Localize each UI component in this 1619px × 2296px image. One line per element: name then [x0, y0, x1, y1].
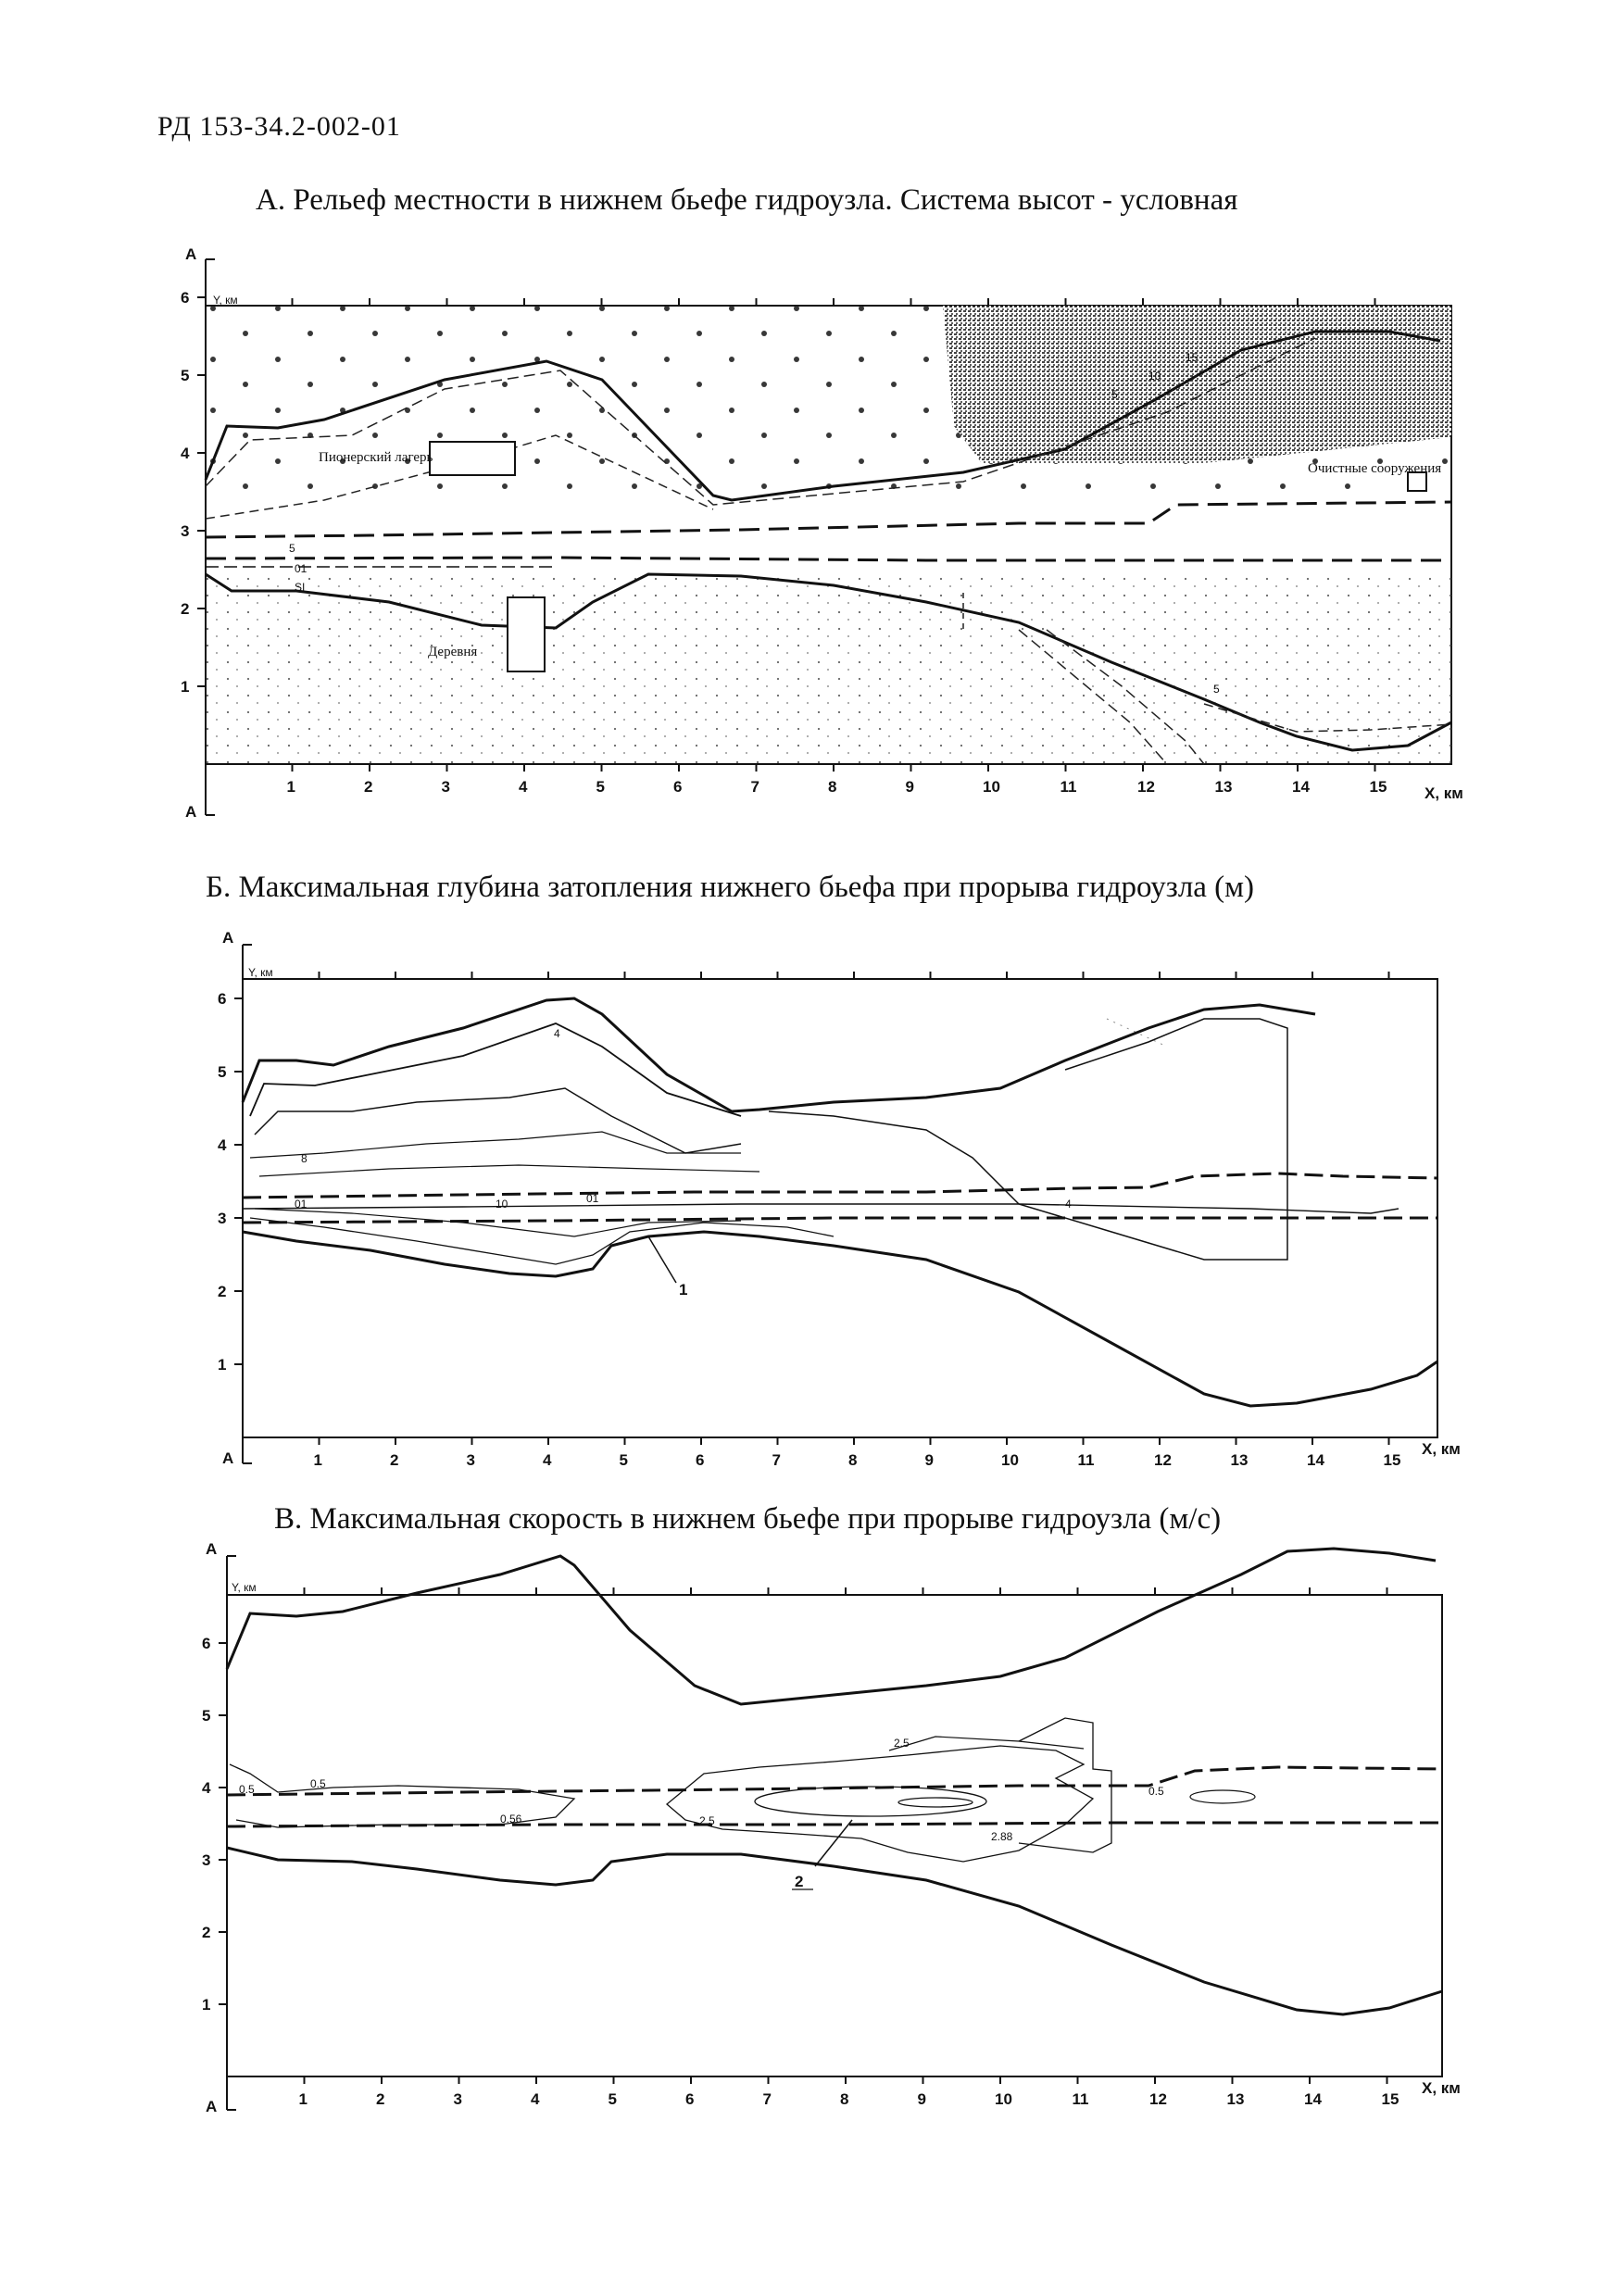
panel-a-x-tick-label: 2: [364, 778, 373, 796]
panel-a-x-tick-label: 7: [750, 778, 759, 796]
panel-c-x-tick-label: 12: [1149, 2090, 1167, 2108]
panel-c-y-tick-label: 1: [202, 1996, 211, 2014]
panel-a-y-tick-label: 5: [181, 367, 190, 384]
panel-a-x-tick-label: 15: [1369, 778, 1387, 796]
panel-a-x-tick-label: 11: [1060, 778, 1077, 796]
panel-b-x-tick-label: 2: [390, 1451, 399, 1469]
panel-c-figure: [0, 1540, 1619, 2130]
panel-a-y-tick-label: 1: [181, 678, 190, 696]
velocity-contour-high: [755, 1787, 986, 1816]
panel-a-x-label: X, км: [1424, 784, 1463, 802]
upper-flood-boundary: [243, 998, 1315, 1111]
panel-c-x-tick-label: 4: [531, 2090, 540, 2108]
panel-a-y-label: Y, км: [213, 294, 238, 307]
panel-b-figure: [0, 926, 1619, 1482]
panel-c-x-tick-label: 14: [1304, 2090, 1322, 2108]
panel-c-y-label: Y, км: [232, 1581, 257, 1594]
panel-b-x-tick-label: 5: [619, 1451, 628, 1469]
panel-a-x-tick-label: 3: [441, 778, 450, 796]
panel-a-x-tick-label: 8: [828, 778, 837, 796]
panel-b-x-tick-label: 15: [1383, 1451, 1401, 1469]
camp-building: [430, 442, 515, 475]
panel-c-section-top: А: [206, 1540, 218, 1558]
panel-c-y-tick-label: 5: [202, 1707, 211, 1725]
contour-label-c1: 0.5: [310, 1777, 326, 1790]
panel-c-x-tick-label: 6: [685, 2090, 695, 2108]
panel-a-x-tick-label: 10: [983, 778, 1000, 796]
panel-a-x-tick-label: 9: [905, 778, 914, 796]
panel-b-x-tick-label: 6: [696, 1451, 705, 1469]
panel-b-y-tick-label: 4: [218, 1136, 227, 1154]
panel-c-ticks: [202, 1587, 1399, 2108]
panel-c-x-tick-label: 1: [298, 2090, 307, 2108]
panel-c-x-tick-label: 13: [1226, 2090, 1245, 2108]
dense-hatch-zone: [943, 306, 1451, 463]
panel-c-x-tick-label: 2: [376, 2090, 385, 2108]
panel-b-section-top: А: [222, 929, 234, 947]
contour-label-a7: 15: [1186, 351, 1199, 364]
panel-b-x-tick-label: 9: [924, 1451, 934, 1469]
panel-a-x-tick-label: 5: [596, 778, 605, 796]
river-upper-dashed-b: [243, 1173, 1437, 1198]
lower-velocity-boundary: [227, 1848, 1442, 2014]
contour-label-a3: SI: [295, 581, 306, 594]
contour-label-a1: 5: [289, 542, 295, 555]
panel-a-section-bottom: А: [185, 803, 197, 821]
panel-c-frame: [227, 1595, 1442, 2076]
contour-label-b4: 10: [496, 1198, 508, 1211]
panel-c-x-tick-label: 5: [608, 2090, 617, 2108]
panel-a-x-tick-label: 13: [1214, 778, 1233, 796]
contour-label-b2: 8: [301, 1152, 307, 1165]
panel-a-y-tick-label: 6: [181, 289, 190, 307]
river-bank-upper-dashed: [206, 502, 1451, 537]
contour-label-c4: 2.5: [894, 1737, 910, 1750]
contour-label-b1: 4: [554, 1027, 560, 1040]
velocity-contour-peak: [898, 1798, 973, 1807]
panel-a-y-tick-label: 2: [181, 600, 190, 618]
panel-a-y-tick-label: 3: [181, 522, 190, 540]
contour-label-b6: 4: [1065, 1198, 1072, 1211]
panel-b-x-tick-label: 1: [313, 1451, 322, 1469]
panel-a-figure: [0, 241, 1619, 834]
velocity-contour-low: [230, 1764, 574, 1827]
panel-b-frame: [243, 979, 1437, 1437]
panel-c-title: В. Максимальная скорость в нижнем бьефе при прорыве гидроузла (м/с): [274, 1502, 1222, 1536]
panel-b-y-tick-label: 6: [218, 990, 227, 1008]
document-code: РД 153-34.2-002-01: [157, 111, 401, 142]
panel-b-x-tick-label: 4: [543, 1451, 552, 1469]
panel-c-x-tick-label: 3: [453, 2090, 462, 2108]
contour-label-c7: 0.5: [239, 1783, 255, 1796]
panel-c-x-tick-label: 11: [1072, 2090, 1089, 2108]
panel-a-x-tick-label: 4: [519, 778, 528, 796]
contour-label-a6: 10: [1148, 370, 1161, 383]
panel-a-x-tick-label: 12: [1137, 778, 1155, 796]
panel-a-x-tick-label: 14: [1292, 778, 1310, 796]
contour-label-a2: 01: [295, 562, 307, 575]
panel-b-y-tick-label: 3: [218, 1210, 227, 1227]
panel-c-y-tick-label: 3: [202, 1851, 211, 1869]
panel-a-y-tick-label: 4: [181, 445, 190, 462]
panel-c-x-tick-label: 9: [917, 2090, 926, 2108]
village-label: Деревня: [428, 645, 478, 659]
panel-c-x-tick-label: 8: [840, 2090, 849, 2108]
panel-b-callout: 1: [679, 1281, 688, 1299]
panel-b-x-tick-label: 3: [466, 1451, 475, 1469]
contour-label-a4: 5: [1213, 683, 1220, 696]
panel-b-x-tick-label: 13: [1230, 1451, 1249, 1469]
panel-c-x-tick-label: 15: [1381, 2090, 1399, 2108]
river-upper-dashed-c: [227, 1767, 1442, 1795]
panel-b-y-tick-label: 1: [218, 1356, 227, 1374]
panel-c-x-tick-label: 10: [995, 2090, 1012, 2108]
contour-label-c3: 2.5: [699, 1814, 715, 1827]
panel-c-y-tick-label: 4: [202, 1779, 211, 1797]
panel-c-x-label: X, км: [1422, 2079, 1461, 2097]
panel-b-x-tick-label: 11: [1077, 1451, 1095, 1469]
panel-c-y-tick-label: 6: [202, 1635, 211, 1652]
contour-label-c6: 0.5: [1148, 1785, 1164, 1798]
panel-c-section-bottom: А: [206, 2098, 218, 2115]
contour-label-b5: 01: [586, 1192, 599, 1205]
contour-label-c2: 0.56: [500, 1813, 522, 1826]
panel-c-callout: 2: [795, 1873, 804, 1890]
panel-b-x-tick-label: 12: [1154, 1451, 1172, 1469]
camp-label: Пионерский лагерь: [319, 450, 433, 465]
panel-b-x-tick-label: 7: [772, 1451, 781, 1469]
contour-label-c5: 2.88: [991, 1830, 1013, 1843]
panel-b-section-bottom: А: [222, 1449, 234, 1467]
panel-a-section-top: А: [185, 245, 197, 263]
panel-b-x-tick-label: 10: [1001, 1451, 1019, 1469]
contour-label-a5: 5: [1111, 388, 1118, 401]
panel-b-x-tick-label: 14: [1307, 1451, 1324, 1469]
treatment-label: Очистные сооружения: [1308, 461, 1442, 476]
panel-c-x-tick-label: 7: [762, 2090, 772, 2108]
upper-velocity-boundary: [227, 1549, 1436, 1704]
panel-b-y-label: Y, км: [248, 966, 273, 979]
panel-b-x-tick-label: 8: [848, 1451, 858, 1469]
river-centre-contour-b: [243, 1204, 1399, 1213]
panel-b-y-tick-label: 2: [218, 1283, 227, 1300]
panel-b-title: Б. Максимальная глубина затопления нижнего бьефа при прорыва гидроузла (м): [206, 871, 1255, 904]
river-bank-lower-dashed: [206, 558, 1451, 560]
panel-a-x-tick-label: 6: [673, 778, 683, 796]
lower-flood-boundary: [243, 1232, 1437, 1406]
panel-b-y-tick-label: 5: [218, 1063, 227, 1081]
panel-b-x-label: X, км: [1422, 1440, 1461, 1458]
panel-a-x-tick-label: 1: [286, 778, 295, 796]
panel-c-y-tick-label: 2: [202, 1924, 211, 1941]
contour-label-b3: 01: [295, 1198, 307, 1211]
panel-a-title: А. Рельеф местности в нижнем бьефе гидроузла. Система высот - условная: [256, 183, 1238, 217]
village-building: [508, 597, 545, 671]
